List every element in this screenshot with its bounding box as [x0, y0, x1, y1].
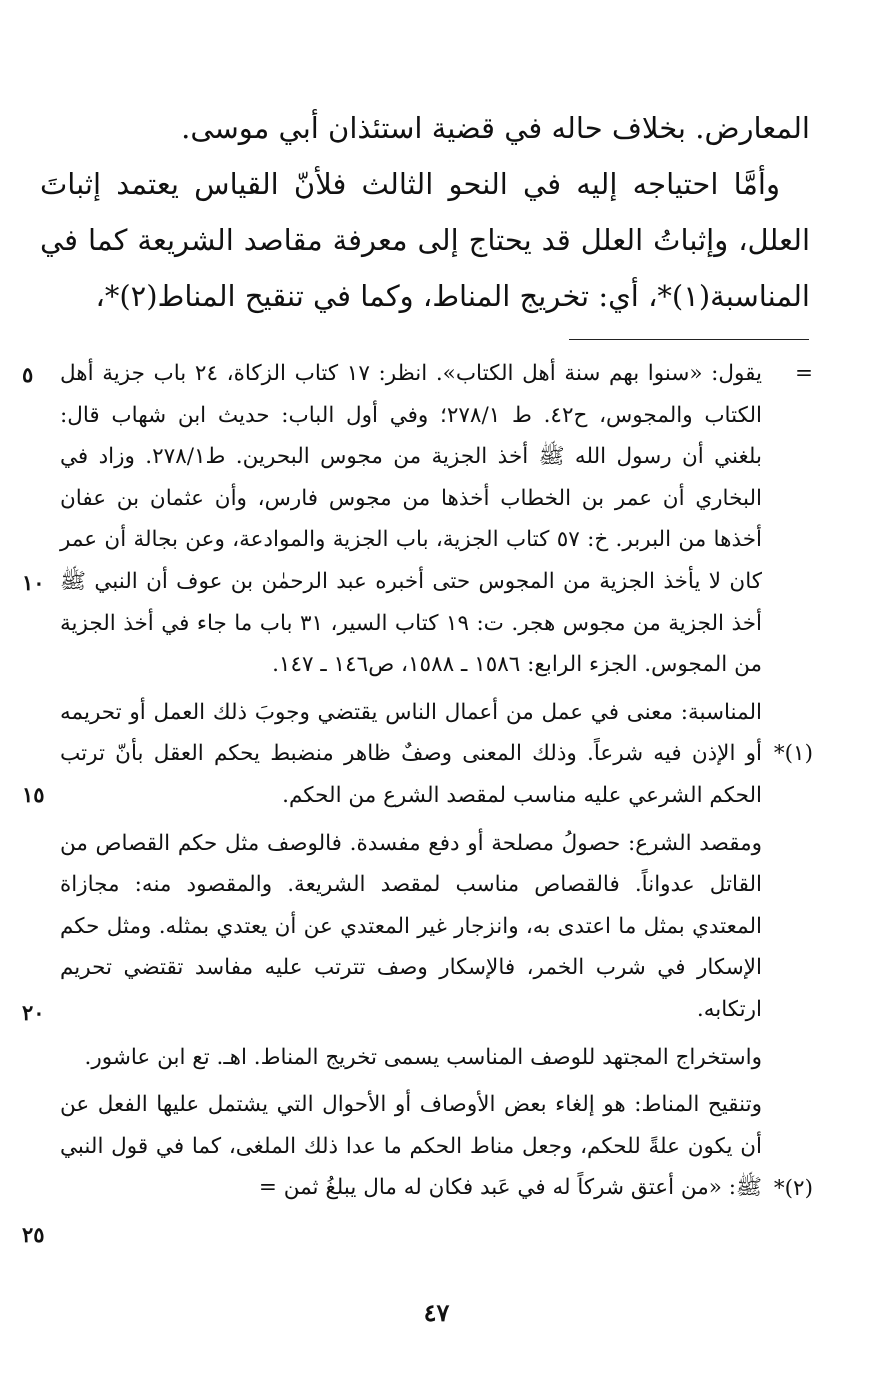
- footnote-1-paragraph-1: المناسبة: معنى في عمل من أعمال الناس يقتضي وجوبَ ذلك العمل أو تحريمه أو الإذن فيه شرعاً. وذلك المعنى وصفٌ ظاهر منضبط يحكم العقل بأنّ ترتب الحكم الشرعي عليه مناسب لمقصد الشرع من الحكم.: [60, 699, 762, 808]
- footnote-1-label: (١)*: [773, 741, 813, 766]
- footnote-1-paragraph-3: واستخراج المجتهد للوصف المناسب يسمى تخريج المناط. اهـ. تع ابن عاشور.: [84, 1044, 762, 1070]
- line-number-5: ٥: [22, 362, 34, 387]
- main-paragraph-2: وأمَّا احتياجه إليه في النحو الثالث فلأنّ القياس يعتمد إثباتَ العلل، وإثباتُ العلل قد يحتاج إلى معرفة مقاصد الشريعة كما في المناسبة(١)*، أي: تخريج المناط، وكما في تنقيح المناط(٢)*،: [40, 167, 810, 313]
- main-text-block: [40, 100, 810, 324]
- line-number-20: ٢٠: [22, 1000, 45, 1025]
- footnote-2-paragraph: وتنقيح المناط: هو إلغاء بعض الأوصاف أو الأحوال التي يشتمل عليها الفعل عن أن يكون علةً للحكم، وجعل مناط الحكم ما عدا ذلك الملغى، كما في قول النبي ﷺ: «من أعتق شركاً له في عَبد فكان له مال يبلغُ ثمن =: [60, 1092, 762, 1201]
- line-number-10: ١٠: [22, 570, 45, 595]
- footnote-separator: [569, 339, 809, 340]
- page-number: ٤٧: [423, 1298, 450, 1327]
- line-number-15: ١٥: [22, 782, 45, 807]
- footnote-continuation: يقول: «سنوا بهم سنة أهل الكتاب». انظر: ١٧ كتاب الزكاة، ٢٤ باب جزية أهل الكتاب والمجوس، ح٤٢. ط ٢٧٨/١؛ وفي أول الباب: حديث ابن شهاب قال: بلغني أن رسول الله ﷺ أخذ الجزية من مجوس البحرين. ط٢٧٨/١. وزاد في البخاري أن عمر بن الخطاب أخذها من مجوس فارس، وأن عثمان بن عفان أخذها من البربر. خ: ٥٧ كتاب الجزية، باب الجزية والموادعة، وعن بجالة أن عمر كان لا يأخذ الجزية من المجوس حتى أخبره عبد الرحمٰن بن عوف أن النبي ﷺ أخذ الجزية من مجوس هجر. ت: ١٩ كتاب السير، ٣١ باب ما جاء في أخذ الجزية من المجوس. الجزء الرابع: ١٥٨٦ ـ ١٥٨٨، ص١٤٦ ـ ١٤٧.: [60, 361, 763, 678]
- footnotes-block: [60, 353, 762, 1209]
- continuation-marker: =: [794, 361, 813, 386]
- line-number-25: ٢٥: [22, 1222, 45, 1247]
- footnote-2-label: (٢)*: [773, 1176, 813, 1201]
- main-paragraph-1: المعارض. بخلاف حاله في قضية استئذان أبي موسى.: [181, 111, 810, 145]
- footnote-1-paragraph-2: ومقصد الشرع: حصولُ مصلحة أو دفع مفسدة. فالوصف مثل حكم القصاص من القاتل عدواناً. فالقصاص مناسب لمقصد الشريعة. والمقصود منه: مجازاة المعتدي بمثل ما اعتدى به، وانزجار غير المعتدي عن أن يعتدي بمثله. ومثل حكم الإسكار في شرب الخمر، فالإسكار وصف تترتب عليه مفاسد تقتضي تحريم ارتكابه.: [60, 830, 762, 1022]
